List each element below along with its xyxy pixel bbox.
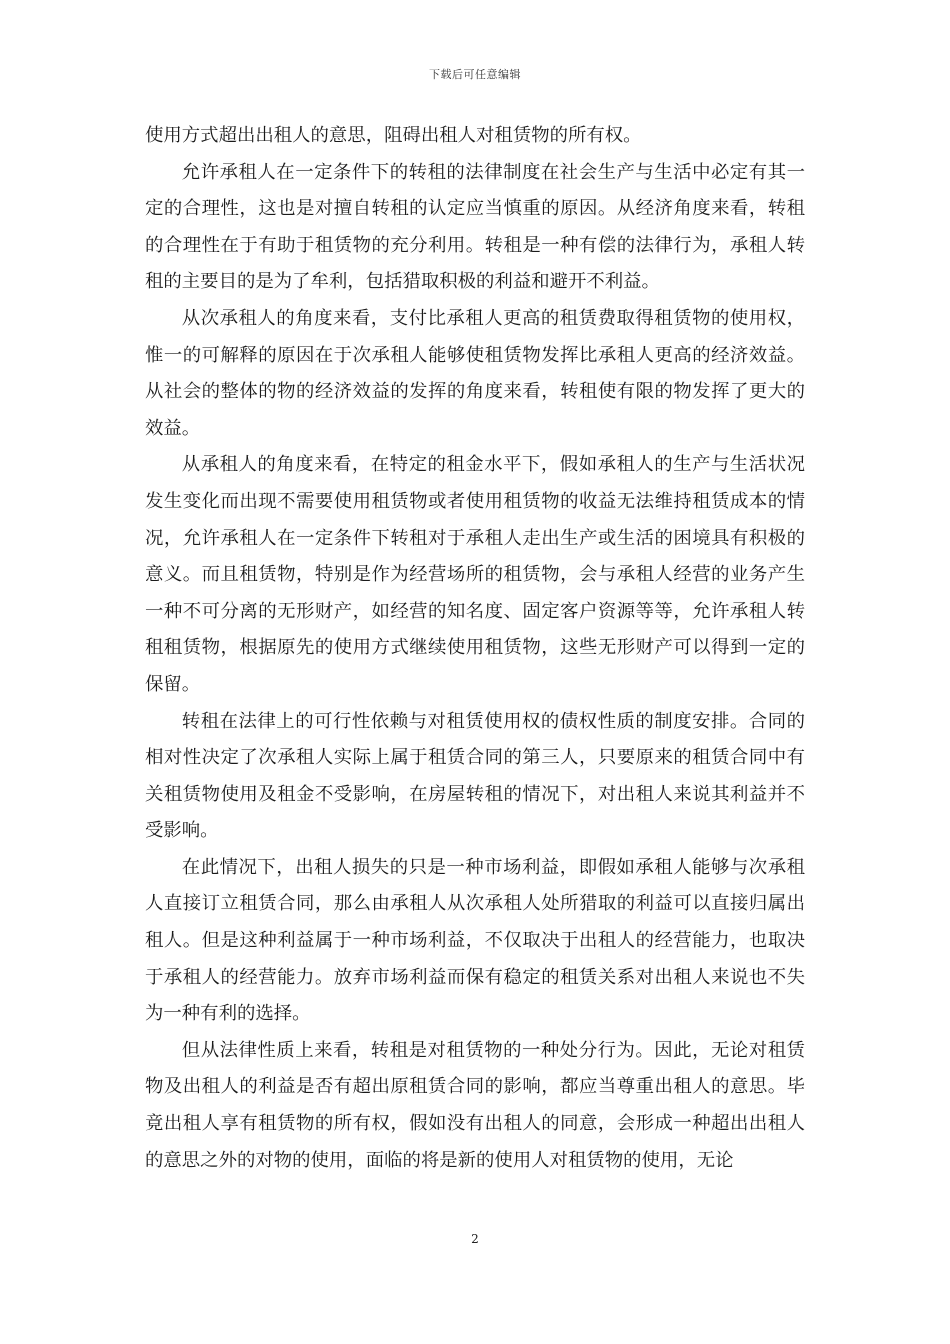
page-number: 2 — [471, 1232, 479, 1246]
paragraph-7: 但从法律性质上来看，转租是对租赁物的一种处分行为。因此，无论对租赁物及出租人的利益是否有超出原租赁合同的影响，都应当尊重出租人的意思。毕竟出租人享有租赁物的所有权，假如没有出租人的同意，会形成一种超出出租人的意思之外的对物的使用，面临的将是新的使用人对租赁物的使用，无论 — [145, 1039, 805, 1171]
paragraph-5: 转租在法律上的可行性依赖与对租赁使用权的债权性质的制度安排。合同的相对性决定了次承租人实际上属于租赁合同的第三人，只要原来的租赁合同中有关租赁物使用及租金不受影响，在房屋转租的情况下，对出租人来说其利益并不受影响。 — [145, 710, 805, 842]
paragraph-6: 在此情况下，出租人损失的只是一种市场利益，即假如承租人能够与次承租人直接订立租赁合同，那么由承租人从次承租人处所猎取的利益可以直接归属出租人。但是这种利益属于一种市场利益，不仅取决于出租人的经营能力，也取决于承租人的经营能力。放弃市场利益而保有稳定的租赁关系对出租人来说也不失为一种有利的选择。 — [145, 856, 805, 1025]
paragraph-3: 从次承租人的角度来看，支付比承租人更高的租赁费取得租赁物的使用权，惟一的可解释的原因在于次承租人能够使租赁物发挥比承租人更高的经济效益。从社会的整体的物的经济效益的发挥的角度来看，转租使有限的物发挥了更大的效益。 — [145, 307, 805, 439]
page-header: 下载后可任意编辑 — [429, 68, 521, 81]
paragraph-4: 从承租人的角度来看，在特定的租金水平下，假如承租人的生产与生活状况发生变化而出现不需要使用租赁物或者使用租赁物的收益无法维持租赁成本的情况，允许承租人在一定条件下转租对于承租人走出生产或生活的困境具有积极的意义。而且租赁物，特别是作为经营场所的租赁物，会与承租人经营的业务产生一种不可分离的无形财产，如经营的知名度、固定客户资源等等，允许承租人转租租赁物，根据原先的使用方式继续使用租赁物，这些无形财产可以得到一定的保留。 — [145, 454, 805, 695]
document-body — [145, 118, 805, 1179]
paragraph-2: 允许承租人在一定条件下的转租的法律制度在社会生产与生活中必定有其一定的合理性，这也是对擅自转租的认定应当慎重的原因。从经济角度来看，转租的合理性在于有助于租赁物的充分利用。转租是一种有偿的法律行为，承租人转租的主要目的是为了牟利，包括猎取积极的利益和避开不利益。 — [145, 161, 805, 293]
paragraph-1: 使用方式超出出租人的意思，阻碍出租人对租赁物的所有权。 — [145, 125, 642, 146]
